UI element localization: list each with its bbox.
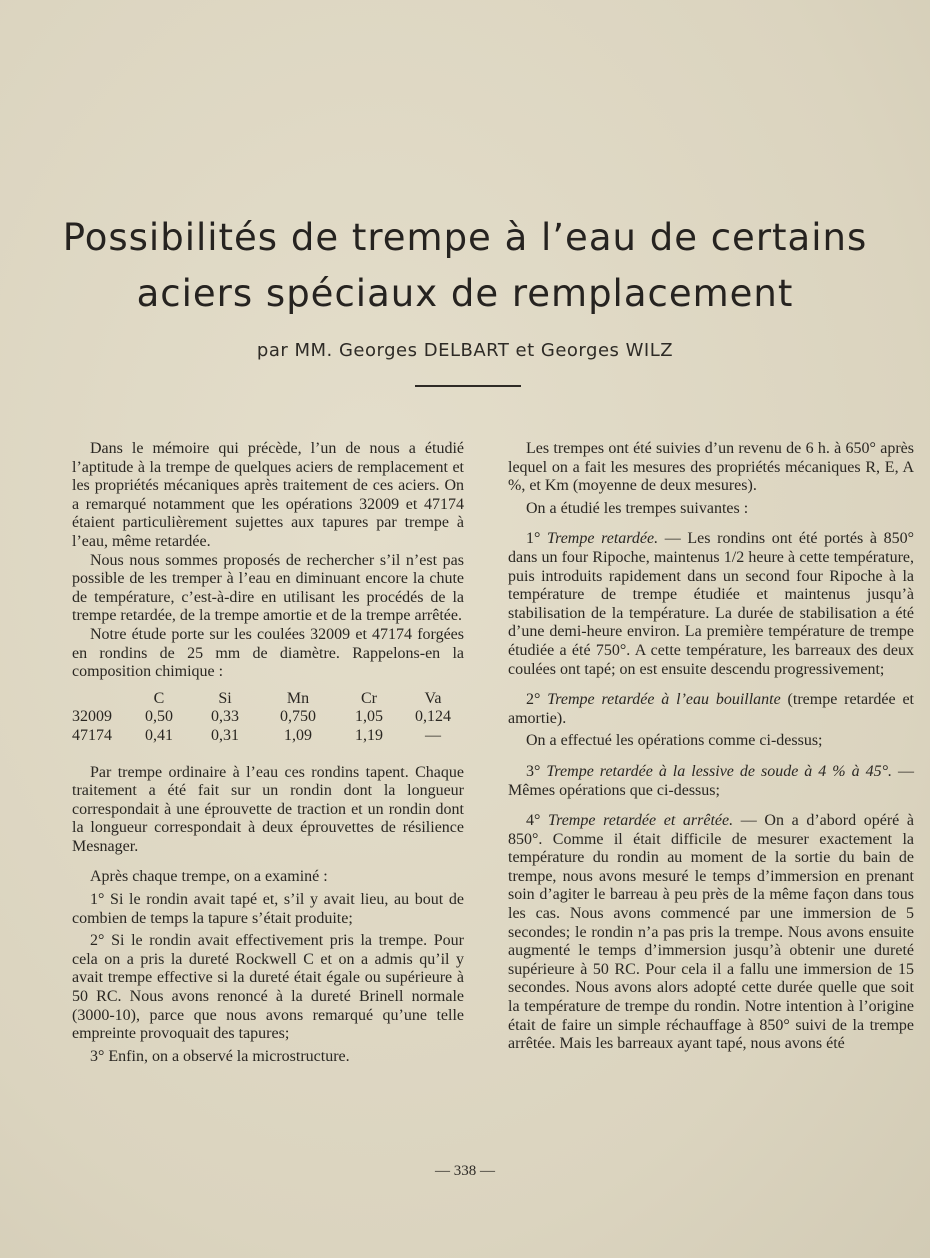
- table-row: [72, 727, 464, 746]
- table-cell: 0,31: [211, 726, 239, 744]
- paragraph: 3° Enfin, on a observé la microstructure.: [90, 1047, 350, 1065]
- paragraph-text: (trempe retardée et amortie).: [508, 691, 914, 727]
- paragraph: Par trempe ordinaire à l’eau ces rondins tapent. Chaque traitement a été fait sur un rondin dont la longueur correspondait à une éprouvette de traction et un rondin dont la longueur correspondait à deux éprouvettes de résilience Mesnager.: [72, 763, 464, 855]
- paragraph: On a étudié les trempes suivantes :: [526, 499, 749, 517]
- table-header: [72, 690, 128, 709]
- table-cell: 1,09: [284, 726, 312, 744]
- composition-table: [72, 690, 464, 746]
- section-heading: Trempe retardée et arrêtée.: [548, 812, 734, 830]
- table-cell: 0,33: [211, 708, 239, 726]
- paragraph: [508, 763, 914, 800]
- paragraph: 2° Si le rondin avait effectivement pris la trempe. Pour cela on a pris la dureté Rockwell C et on a admis qu’il y avait trempe effective si la dureté était égale ou supérieure à 50 RC. Nous avons renoncé à la dureté Brinell normale (3000-10), parce que nous avons remarqué qu’une telle empreinte provoquait des tapures;: [72, 932, 464, 1043]
- paragraph: Notre étude porte sur les coulées 32009 et 47174 forgées en rondins de 25 mm de diamètre. Rappelons-en la composition chimique :: [72, 625, 464, 681]
- table-cell: 0,41: [145, 726, 173, 744]
- table-cell: 0,124: [415, 708, 451, 726]
- table-row: [72, 708, 464, 727]
- paragraph: Les trempes ont été suivies d’un revenu de 6 h. à 650° après lequel on a fait les mesures des propriétés mécaniques R, E, A %, et Km (moyenne de deux mesures).: [508, 440, 914, 495]
- title-line-2: aciers spéciaux de remplacement: [136, 272, 794, 315]
- table-header: Va: [424, 689, 442, 707]
- section-heading: Trempe retardée à la lessive de soude à 4 % à 45°.: [546, 762, 893, 780]
- title-divider: [415, 385, 521, 387]
- paragraph: Après chaque trempe, on a examiné :: [90, 868, 328, 886]
- author-byline: par MM. Georges DELBART et Georges WILZ: [256, 340, 674, 361]
- table-cell: —: [425, 726, 441, 744]
- title-line-1: Possibilités de trempe à l’eau de certains: [62, 216, 868, 259]
- list-number: 2°: [526, 691, 541, 709]
- list-number: 4°: [526, 812, 541, 830]
- list-number: 1°: [526, 530, 541, 548]
- paragraph: Nous nous sommes proposés de rechercher s’il n’est pas possible de les tremper à l’eau en diminuant encore la chute de température, c’est-à-dire en utilisant les procédés de la trempe retardée, de la trempe amortie et de la trempe arrêtée.: [72, 551, 464, 625]
- article-title: [0, 210, 930, 322]
- paragraph: [508, 812, 914, 1054]
- table-cell: 1,05: [355, 708, 383, 726]
- paragraph: [508, 691, 914, 728]
- table-cell: 47174: [72, 726, 112, 744]
- page-number: — 338 —: [435, 1163, 495, 1179]
- table-header: Si: [218, 689, 232, 707]
- table-header-row: [72, 690, 464, 709]
- section-heading: Trempe retardée à l’eau bouillante: [547, 691, 781, 709]
- section-heading: Trempe retardée.: [547, 530, 659, 548]
- table-cell: 1,19: [355, 726, 383, 744]
- paragraph: 1° Si le rondin avait tapé et, s’il y avait lieu, au bout de combien de temps la tapure s’était produite;: [72, 891, 464, 927]
- paragraph: Dans le mémoire qui précède, l’un de nous a étudié l’aptitude à la trempe de quelques aciers de remplacement et les propriétés mécaniques après traitement de ces aciers. On a remarqué notamment que les opérations 32009 et 47174 étaient particulièrement sujettes aux tapures par trempe à l’eau, même retardée.: [72, 440, 464, 550]
- paragraph-text: — Les rondins ont été portés à 850° dans un four Ripoche, maintenus 1/2 heure à cette température, puis introduits rapidement dans un second four Ripoche à la température de trempe étudiée et maintenus jusqu’à stabilisation de la température. La durée de stabilisation a été d’une demi-heure environ. La première température de trempe étudiée a été 750°. A cette température, les barreaux des deux coulées ont tapé; on est ensuite descendu progressivement;: [508, 530, 915, 678]
- paragraph: [508, 530, 914, 679]
- table-header: Cr: [361, 689, 377, 707]
- right-column: [508, 440, 914, 1054]
- table-cell: 0,750: [280, 708, 316, 726]
- table-header: Mn: [286, 689, 310, 707]
- list-number: 3°: [526, 762, 541, 780]
- paragraph-text: — Mêmes opérations que ci-dessus;: [508, 762, 915, 799]
- table-cell: 0,50: [145, 708, 173, 726]
- table-cell: 32009: [72, 708, 112, 726]
- paragraph: On a effectué les opérations comme ci-dessus;: [526, 732, 823, 750]
- table-header: C: [153, 689, 165, 707]
- paragraph-text: — On a d’abord opéré à 850°. Comme il était difficile de mesurer exactement la température du rondin au moment de la sortie du bain de trempe, nous avons mesuré le temps d’immersion en prenant soin d’agiter le barreau à peu près de la même façon dans tous les cas. Nous avons commencé par une immersion de 5 secondes; le rondin n’a pas pris la trempe. Nous avons ensuite augmenté le temps d’immersion jusqu’à obtenir une dureté supérieure à 50 RC. Pour cela il a fallu une immersion de 15 secondes. Nous avons alors adopté cette durée quelle que soit la température de trempe du rondin. Notre intention à l’origine était de faire un simple réchauffage à 850° suivi de la trempe arrêtée. Mais les barreaux ayant tapé, nous avons été: [508, 812, 915, 1053]
- left-column: [72, 440, 464, 1066]
